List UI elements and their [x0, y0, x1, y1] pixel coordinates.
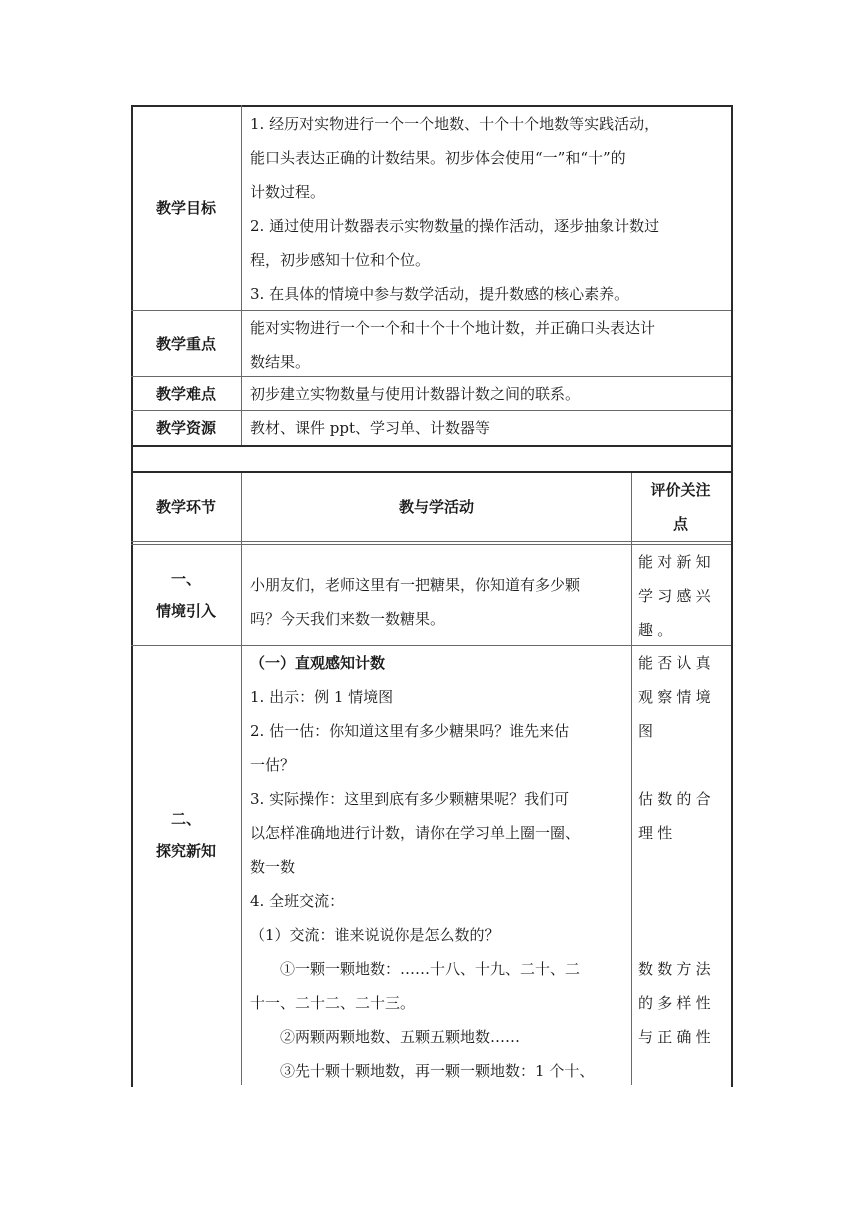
stage-1-label [131, 545, 241, 645]
stage-1-number: 一、 [170, 570, 201, 588]
stage-2-label [131, 800, 241, 870]
stage-1-activity [250, 568, 630, 636]
activity-line: 1. 出示：例 1 情境图 [250, 688, 394, 706]
objectives-line: 计数过程。 [250, 183, 326, 201]
activity-line: 4. 全班交流： [250, 892, 345, 910]
stage-2-activity [250, 646, 630, 1088]
difficulty-line: 初步建立实物数量与使用计数器计数之间的联系。 [250, 385, 581, 403]
stage-1-title: 情境引入 [155, 602, 216, 620]
key-points-label [131, 311, 241, 376]
activity-line: 2. 估一估：你知道这里有多少糖果吗？谁先来估 [250, 722, 570, 740]
stage-2-title: 探究新知 [155, 842, 216, 860]
stage-2-number: 二、 [170, 810, 201, 828]
stage-2-evaluation-b [638, 782, 724, 850]
evaluation-line: 学习感兴 [638, 587, 715, 605]
header-activity-text: 教与学活动 [398, 497, 474, 516]
activity-line: 十一、二十二、二十三。 [250, 994, 416, 1012]
evaluation-line: 能否认真 [638, 654, 715, 672]
activity-line: ③先十颗十颗地数，再一颗一颗地数：1 个十、 [280, 1062, 595, 1080]
evaluation-line: 的多样性 [638, 994, 715, 1012]
resources-label-text: 教学资源 [155, 419, 216, 437]
key-points-line: 能对实物进行一个一个和十个十个地计数，并正确口头表达计 [250, 319, 656, 337]
objectives-line: 3. 在具体的情境中参与数学活动，提升数感的核心素养。 [250, 285, 630, 303]
activity-line: 小朋友们，老师这里有一把糖果，你知道有多少颗 [250, 576, 581, 594]
resources-line: 教材、课件 ppt、学习单、计数器等 [250, 419, 491, 437]
activity-line: （1）交流：谁来说说你是怎么数的？ [250, 926, 500, 944]
row-divider [131, 445, 731, 447]
resources-text [250, 411, 722, 445]
objectives-line: 1. 经历对实物进行一个一个地数、十个十个地数等实践活动， [250, 115, 660, 133]
objectives-label-text: 教学目标 [155, 199, 216, 217]
evaluation-line: 趣。 [638, 621, 677, 639]
stage-1-evaluation [638, 545, 724, 647]
activity-subheading: （一）直观感知计数 [250, 654, 386, 672]
stage-2-evaluation-a [638, 646, 724, 748]
evaluation-line: 能对新知 [638, 553, 715, 571]
objectives-text [250, 107, 722, 311]
column-divider [241, 105, 242, 445]
evaluation-line: 估数的合 [638, 790, 715, 808]
activity-line: ②两颗两颗地数、五颗五颗地数…… [280, 1028, 521, 1046]
header-evaluation [632, 472, 729, 541]
objectives-line: 2. 通过使用计数器表示实物数量的操作活动，逐步抽象计数过 [250, 217, 660, 235]
column-divider [241, 472, 242, 1085]
difficulty-text [250, 377, 722, 411]
header-stage [131, 472, 241, 541]
activity-line: 一估？ [250, 756, 296, 774]
difficulty-label-text: 教学难点 [155, 384, 216, 403]
objectives-label [131, 106, 241, 310]
activity-line: ①一颗一颗地数：……十八、十九、二十、二 [280, 960, 581, 978]
row-divider [131, 541, 731, 542]
header-stage-text: 教学环节 [155, 497, 216, 516]
evaluation-line: 理性 [638, 824, 677, 842]
objectives-line: 能口头表达正确的计数结果。初步体会使用“一”和“十”的 [250, 149, 626, 167]
activity-line: 数一数 [250, 858, 296, 876]
evaluation-line: 数数方法 [638, 960, 715, 978]
activity-line: 以怎样准确地进行计数，请你在学习单上圈一圈、 [250, 824, 581, 842]
evaluation-line: 观察情境 [638, 688, 715, 706]
resources-label [131, 411, 241, 445]
objectives-line: 程，初步感知十位和个位。 [250, 251, 431, 269]
header-evaluation-line: 评价关注 [650, 480, 711, 499]
key-points-text [250, 311, 722, 379]
key-points-line: 数结果。 [250, 353, 311, 371]
difficulty-label [131, 377, 241, 410]
key-points-label-text: 教学重点 [155, 334, 216, 353]
activity-line: 3. 实际操作：这里到底有多少颗糖果呢？我们可 [250, 790, 570, 808]
activity-line: 吗？今天我们来数一数糖果。 [250, 610, 446, 628]
column-divider [631, 472, 632, 1085]
stage-2-evaluation-c [638, 952, 724, 1054]
evaluation-line: 图 [638, 722, 658, 740]
evaluation-line: 与正确性 [638, 1028, 715, 1046]
header-activity [242, 472, 631, 541]
header-evaluation-line: 点 [672, 514, 688, 533]
